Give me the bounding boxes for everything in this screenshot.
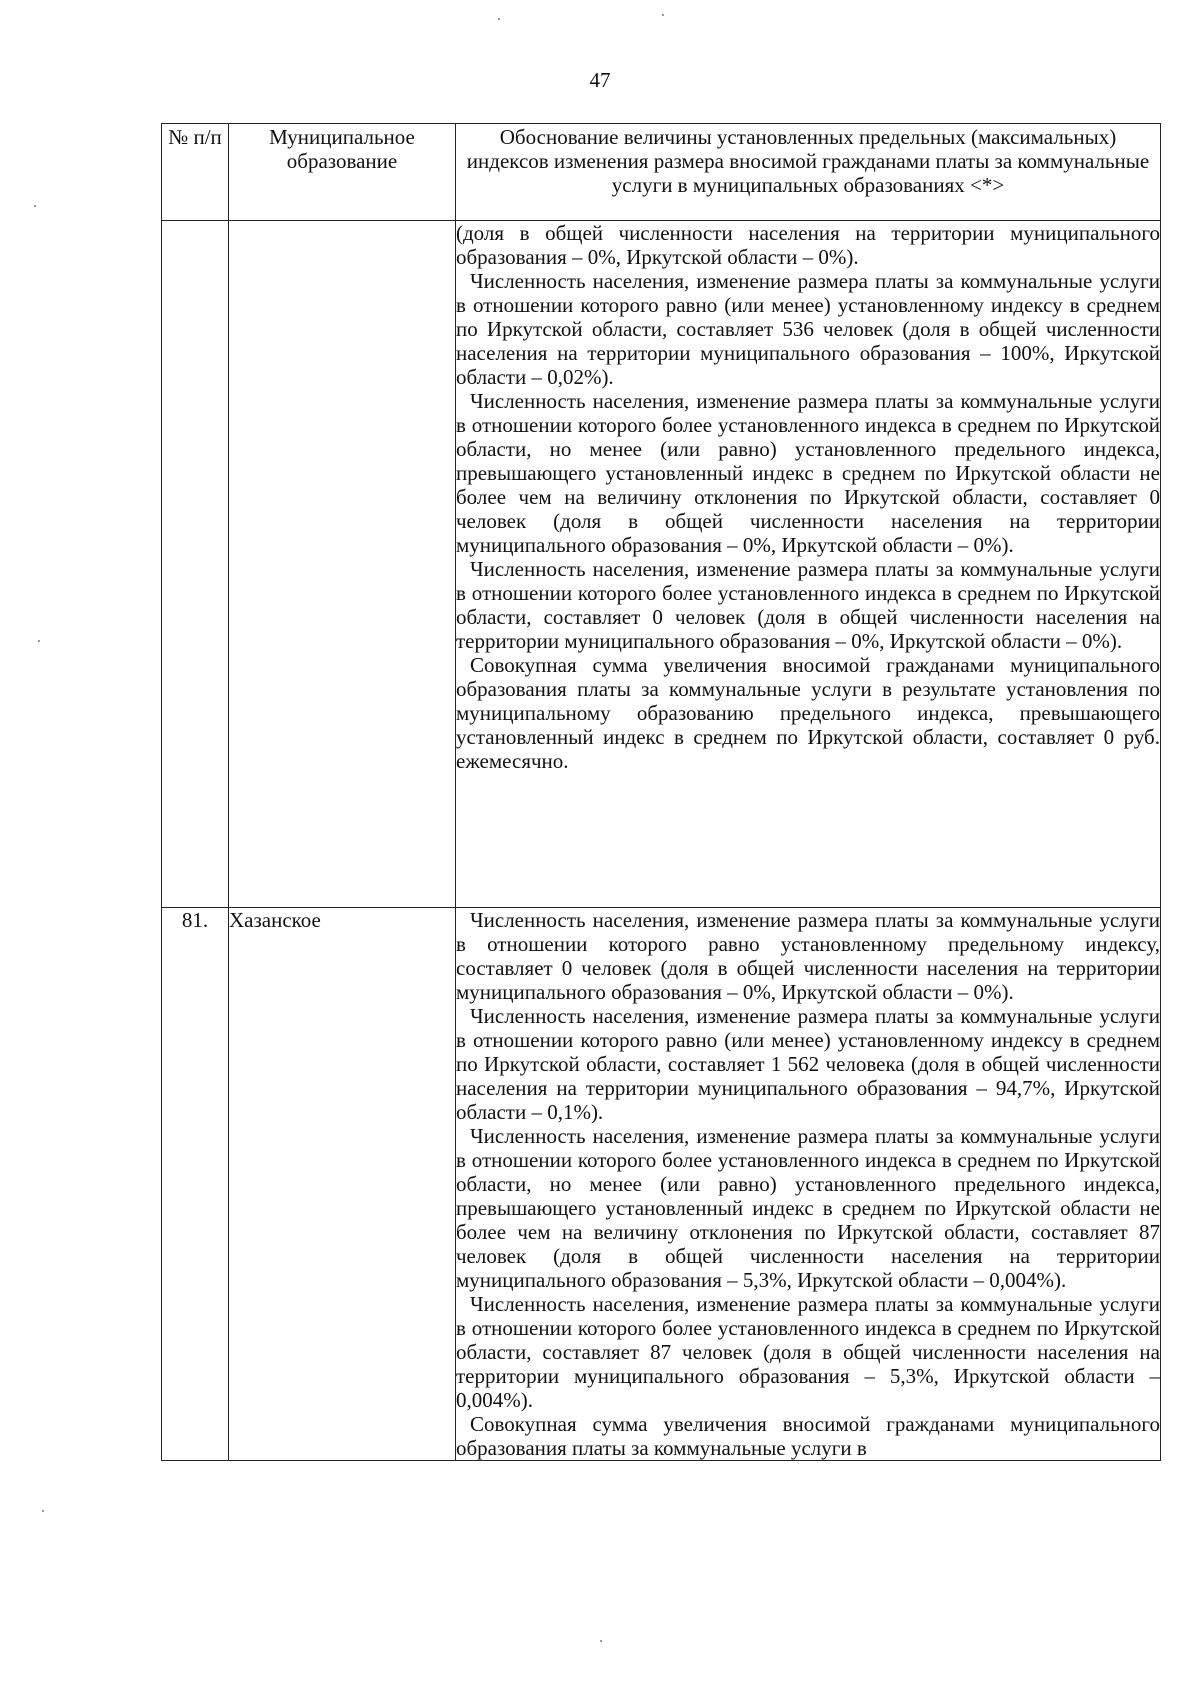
scan-speck (600, 1640, 602, 1642)
table-row (162, 221, 1161, 908)
header-justification: Обоснование величины установленных предельных (максимальных) индексов изменения размера вносимой гражданами платы за коммунальные услуги в муниципальных образованиях <*> (456, 124, 1161, 221)
header-number: № п/п (162, 124, 229, 221)
municipality-cell (229, 221, 456, 908)
justification-cell (456, 221, 1161, 908)
justification-paragraph: Численность населения, изменение размера платы за коммунальные услуги в отношении которого равно (или менее) установленному индексу в среднем по Иркутской области, составляет 1 562 человека (доля в общей численности населения на территории муниципального образования – 94,7%, Иркутской области – 0,1%). (456, 1004, 1160, 1124)
justification-paragraph: Численность населения, изменение размера платы за коммунальные услуги в отношении которого более установленного индекса в среднем по Иркутской области, составляет 0 человек (доля в общей численности населения на территории муниципального образования – 0%, Иркутской области – 0%). (456, 557, 1160, 653)
scan-speck (38, 640, 40, 642)
page-number: 47 (589, 68, 611, 92)
justification-paragraph: Численность населения, изменение размера платы за коммунальные услуги в отношении которого более установленного индекса в среднем по Иркутской области, но менее (или равно) установленного предельного индекса, превышающего установленный индекс в среднем по Иркутской области не более чем на величину отклонения по Иркутской области, составляет 87 человек (доля в общей численности населения на территории муниципального образования – 5,3%, Иркутской области – 0,004%). (456, 1124, 1160, 1292)
tariff-index-table (161, 123, 1161, 1461)
justification-cell (456, 908, 1161, 1461)
municipality-cell: Хазанское (229, 908, 456, 1461)
justification-paragraph: Численность населения, изменение размера платы за коммунальные услуги в отношении которого равно установленному предельному индексу, составляет 0 человек (доля в общей численности населения на территории муниципального образования – 0%, Иркутской области – 0%). (456, 908, 1160, 1004)
justification-paragraph: (доля в общей численности населения на территории муниципального образования – 0%, Иркутской области – 0%). (456, 221, 1160, 269)
justification-paragraph: Численность населения, изменение размера платы за коммунальные услуги в отношении которого более установленного индекса в среднем по Иркутской области, составляет 87 человек (доля в общей численности населения на территории муниципального образования – 5,3%, Иркутской области – 0,004%). (456, 1292, 1160, 1412)
scan-speck (34, 205, 36, 207)
table-row (162, 908, 1161, 1461)
table-header-row (162, 124, 1161, 221)
justification-paragraph: Численность населения, изменение размера платы за коммунальные услуги в отношении которого более установленного индекса в среднем по Иркутской области, но менее (или равно) установленного предельного индекса, превышающего установленный индекс в среднем по Иркутской области не более чем на величину отклонения по Иркутской области, составляет 0 человек (доля в общей численности населения на территории муниципального образования – 0%, Иркутской области – 0%). (456, 389, 1160, 557)
row-number-cell (162, 221, 229, 908)
scan-speck (498, 18, 500, 20)
scan-speck (42, 1510, 44, 1512)
justification-paragraph: Совокупная сумма увеличения вносимой гражданами муниципального образования платы за коммунальные услуги в результате установления по муниципальному образованию предельного индекса, превышающего установленный индекс в среднем по Иркутской области, составляет 0 руб. ежемесячно. (456, 653, 1160, 773)
justification-paragraph: Совокупная сумма увеличения вносимой гражданами муниципального образования платы за коммунальные услуги в (456, 1412, 1160, 1460)
justification-paragraph: Численность населения, изменение размера платы за коммунальные услуги в отношении которого равно (или менее) установленному индексу в среднем по Иркутской области, составляет 536 человек (доля в общей численности населения на территории муниципального образования – 100%, Иркутской области – 0,02%). (456, 269, 1160, 389)
row-number-cell: 81. (162, 908, 229, 1461)
scan-speck (662, 14, 664, 16)
header-municipality: Муниципальное образование (229, 124, 456, 221)
